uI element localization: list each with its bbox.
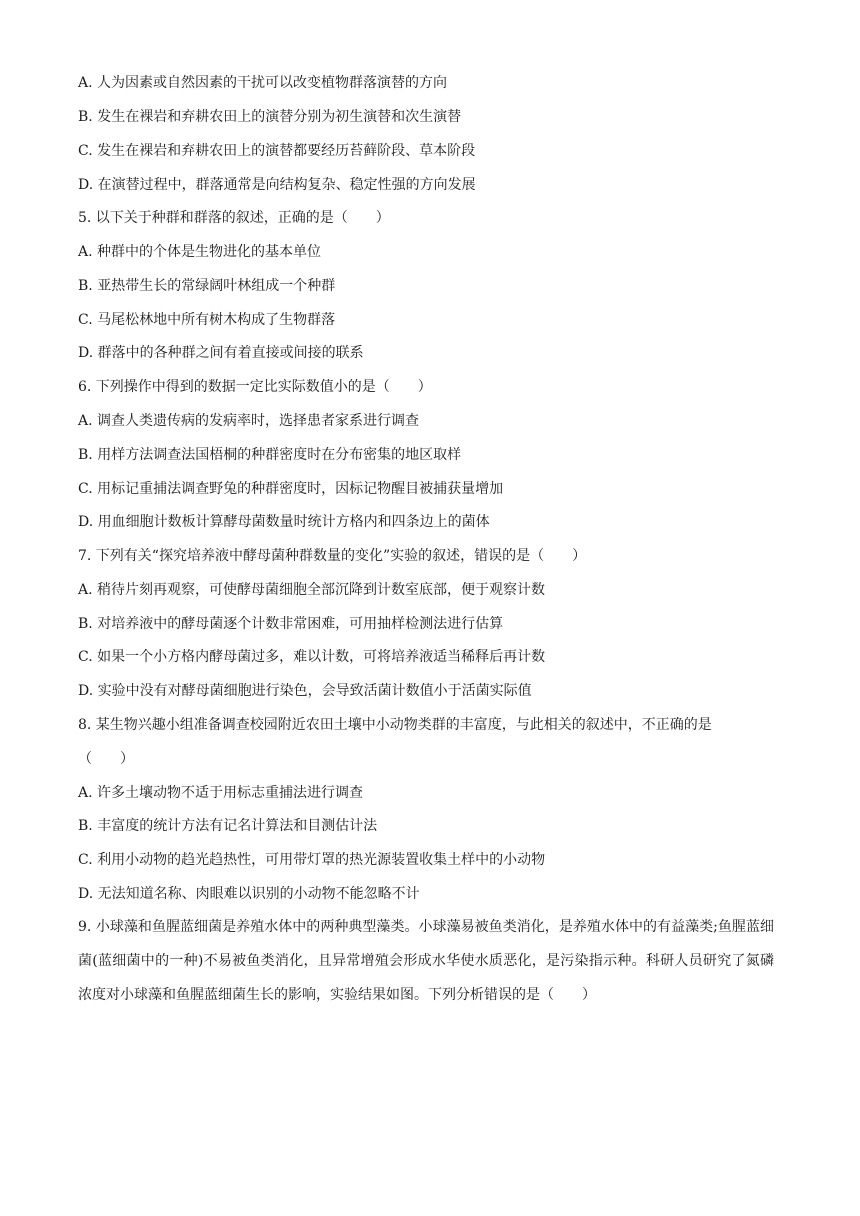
q5-option-b: B. 亚热带生长的常绿阔叶林组成一个种群 <box>78 278 336 294</box>
q7-option-c: C. 如果一个小方格内酵母菌过多，难以计数，可将培养液适当稀释后再计数 <box>78 649 546 665</box>
q5-option-d: D. 群落中的各种群之间有着直接或间接的联系 <box>78 345 364 361</box>
q8-stem-line2: （ ） <box>78 751 134 767</box>
q7-stem: 7. 下列有关“探究培养液中酵母菌种群数量的变化”实验的叙述，错误的是（ ） <box>78 548 587 564</box>
q6-stem: 6. 下列操作中得到的数据一定比实际数值小的是（ ） <box>78 379 432 395</box>
q7-option-a: A. 稍待片刻再观察，可使酵母菌细胞全部沉降到计数室底部，便于观察计数 <box>78 582 546 598</box>
q6-option-a: A. 调查人类遗传病的发病率时，选择患者家系进行调查 <box>78 413 420 429</box>
q6-option-c: C. 用标记重捕法调查野兔的种群密度时，因标记物醒目被捕获量增加 <box>78 481 504 497</box>
q4-option-a: A. 人为因素或自然因素的干扰可以改变植物群落演替的方向 <box>78 75 448 91</box>
q8-option-a: A. 许多土壤动物不适于用标志重捕法进行调查 <box>78 785 364 801</box>
q4-option-d: D. 在演替过程中，群落通常是向结构复杂、稳定性强的方向发展 <box>78 177 476 193</box>
q9-stem: 9. 小球藻和鱼腥蓝细菌是养殖水体中的两种典型藻类。小球藻易被鱼类消化，是养殖水体中的有益藻类;鱼腥蓝细菌(蓝细菌中的一种)不易被鱼类消化，且异常增殖会形成水华使水质恶化，是污染指示种。科研人员研究了氮磷浓度对小球藻和鱼腥蓝细菌生长的影响，实验结果如图。下列分析错误的是（ ） <box>78 919 774 1003</box>
q4-option-b: B. 发生在裸岩和弃耕农田上的演替分别为初生演替和次生演替 <box>78 109 462 125</box>
q5-option-c: C. 马尾松林地中所有树木构成了生物群落 <box>78 312 336 328</box>
q7-option-d: D. 实验中没有对酵母菌细胞进行染色，会导致活菌计数值小于活菌实际值 <box>78 683 532 699</box>
q7-option-b: B. 对培养液中的酵母菌逐个计数非常困难，可用抽样检测法进行估算 <box>78 616 504 632</box>
q8-option-d: D. 无法知道名称、肉眼难以识别的小动物不能忽略不计 <box>78 886 420 902</box>
q8-stem-line1: 8. 某生物兴趣小组准备调查校园附近农田土壤中小动物类群的丰富度，与此相关的叙述中，不正确的是 <box>78 717 712 733</box>
q5-option-a: A. 种群中的个体是生物进化的基本单位 <box>78 244 322 260</box>
q5-stem: 5. 以下关于种群和群落的叙述，正确的是（ ） <box>78 210 390 226</box>
q4-option-c: C. 发生在裸岩和弃耕农田上的演替都要经历苔藓阶段、草本阶段 <box>78 143 476 159</box>
q6-option-b: B. 用样方法调查法国梧桐的种群密度时在分布密集的地区取样 <box>78 447 462 463</box>
q8-option-b: B. 丰富度的统计方法有记名计算法和目测估计法 <box>78 818 378 834</box>
q6-option-d: D. 用血细胞计数板计算酵母菌数量时统计方格内和四条边上的菌体 <box>78 514 490 530</box>
q8-option-c: C. 利用小动物的趋光趋热性，可用带灯罩的热光源装置收集土样中的小动物 <box>78 852 546 868</box>
